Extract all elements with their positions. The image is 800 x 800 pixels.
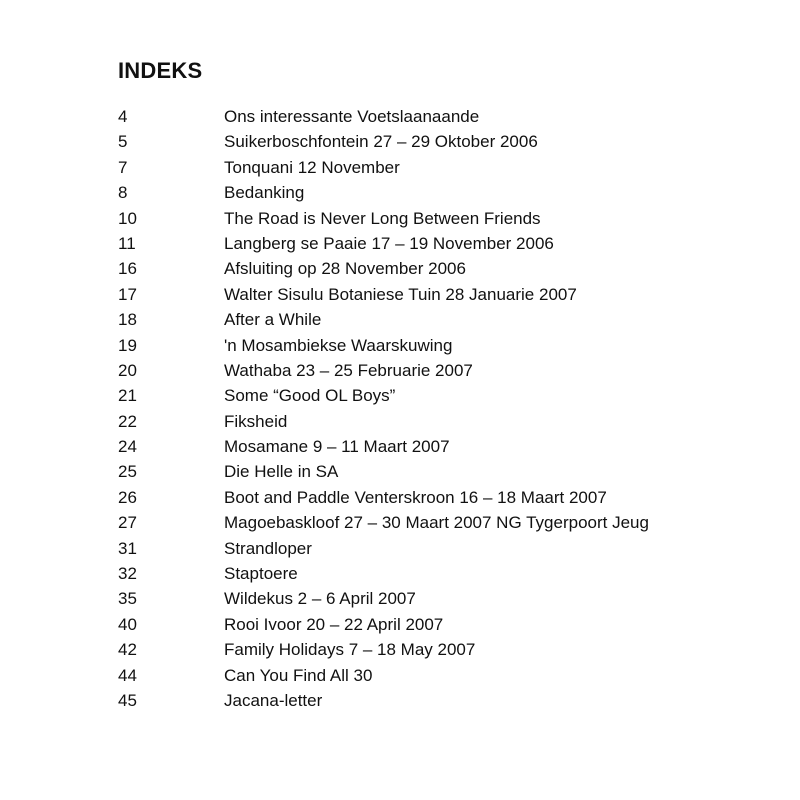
index-row bbox=[118, 206, 758, 231]
entry-title: Bedanking bbox=[224, 183, 305, 203]
index-row bbox=[118, 333, 758, 358]
entry-title: Jacana-letter bbox=[224, 690, 323, 710]
page-number: 26 bbox=[118, 487, 137, 507]
page-number: 21 bbox=[118, 386, 137, 406]
entry-title: Staptoere bbox=[224, 564, 298, 584]
index-row bbox=[118, 663, 758, 688]
index-row bbox=[118, 434, 758, 459]
page-number: 7 bbox=[118, 157, 128, 177]
entry-title: Rooi Ivoor 20 – 22 April 2007 bbox=[224, 614, 444, 634]
entry-title: Ons interessante Voetslaanaande bbox=[224, 107, 480, 126]
page-number: 10 bbox=[118, 208, 137, 228]
entry-title: Tonquani 12 November bbox=[224, 157, 400, 177]
index-row bbox=[118, 256, 758, 281]
entry-title: Mosamane 9 – 11 Maart 2007 bbox=[224, 437, 450, 457]
index-list bbox=[118, 104, 758, 713]
entry-title: Fiksheid bbox=[224, 411, 288, 431]
index-row bbox=[118, 688, 758, 713]
index-row bbox=[118, 612, 758, 637]
page-number: 25 bbox=[118, 462, 137, 482]
page-number: 35 bbox=[118, 589, 137, 609]
index-row bbox=[118, 307, 758, 332]
page-number: 42 bbox=[118, 640, 137, 660]
entry-title: Die Helle in SA bbox=[224, 462, 339, 482]
index-row bbox=[118, 129, 758, 154]
index-row bbox=[118, 510, 758, 535]
page-number: 22 bbox=[118, 411, 137, 431]
entry-title: Afsluiting op 28 November 2006 bbox=[224, 259, 466, 279]
page-number: 18 bbox=[118, 310, 137, 330]
entry-title: Wildekus 2 – 6 April 2007 bbox=[224, 589, 416, 609]
page-number: 45 bbox=[118, 690, 137, 710]
index-row bbox=[118, 180, 758, 205]
entry-title: Magoebaskloof 27 – 30 Maart 2007 NG Tygerpoort Jeug bbox=[224, 513, 649, 533]
index-row bbox=[118, 155, 758, 180]
index-row bbox=[118, 459, 758, 484]
index-row bbox=[118, 383, 758, 408]
index-row bbox=[118, 282, 758, 307]
index-row bbox=[118, 485, 758, 510]
entry-title: Family Holidays 7 – 18 May 2007 bbox=[224, 640, 476, 660]
page-number: 5 bbox=[118, 132, 128, 152]
page-number: 44 bbox=[118, 665, 137, 685]
entry-title: Some “Good OL Boys” bbox=[224, 386, 396, 406]
entry-title: 'n Mosambiekse Waarskuwing bbox=[224, 335, 453, 355]
page-number: 40 bbox=[118, 614, 137, 634]
entry-title: Boot and Paddle Venterskroon 16 – 18 Maart 2007 bbox=[224, 487, 607, 507]
index-row bbox=[118, 358, 758, 383]
entry-title: After a While bbox=[224, 310, 322, 330]
page-number: 32 bbox=[118, 564, 137, 584]
page-number: 11 bbox=[118, 233, 136, 253]
index-row bbox=[118, 586, 758, 611]
index-row bbox=[118, 637, 758, 662]
index-row bbox=[118, 104, 758, 129]
index-row bbox=[118, 231, 758, 256]
entry-title: Suikerboschfontein 27 – 29 Oktober 2006 bbox=[224, 132, 538, 152]
index-row bbox=[118, 536, 758, 561]
entry-title: The Road is Never Long Between Friends bbox=[224, 208, 541, 228]
entry-title: Strandloper bbox=[224, 538, 312, 558]
entry-title: Walter Sisulu Botaniese Tuin 28 Januarie 2007 bbox=[224, 284, 577, 304]
index-row bbox=[118, 409, 758, 434]
entry-title: Langberg se Paaie 17 – 19 November 2006 bbox=[224, 233, 554, 253]
page-number: 17 bbox=[118, 284, 137, 304]
page-number: 4 bbox=[118, 107, 128, 126]
page-number: 19 bbox=[118, 335, 137, 355]
page-number: 20 bbox=[118, 360, 137, 380]
page-number: 8 bbox=[118, 183, 128, 203]
page-number: 31 bbox=[118, 538, 137, 558]
page-number: 27 bbox=[118, 513, 137, 533]
page-number: 16 bbox=[118, 259, 137, 279]
page-number: 24 bbox=[118, 437, 137, 457]
index-row bbox=[118, 561, 758, 586]
entry-title: Can You Find All 30 bbox=[224, 665, 373, 685]
page-title: INDEKS bbox=[118, 58, 203, 83]
entry-title: Wathaba 23 – 25 Februarie 2007 bbox=[224, 360, 473, 380]
